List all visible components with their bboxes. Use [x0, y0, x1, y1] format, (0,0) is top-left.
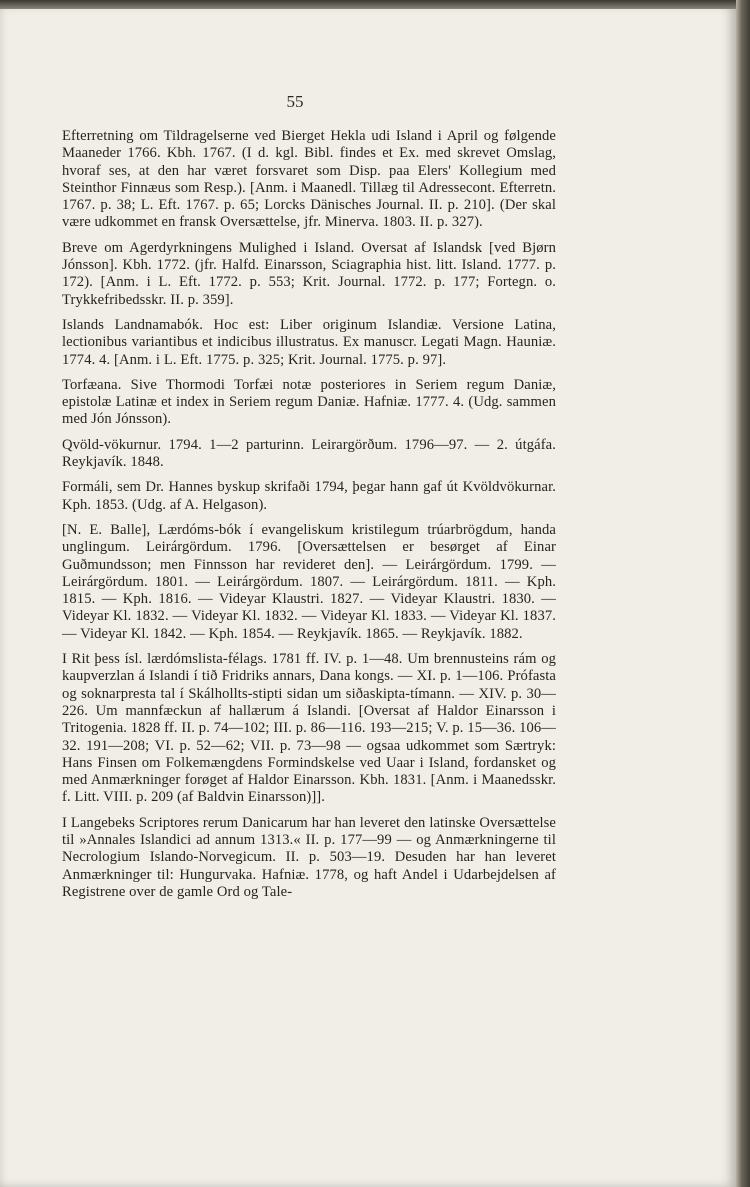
page-body-text	[62, 128, 556, 909]
entry-formali: Formáli, sem Dr. Hannes byskup skrifaði 1794, þegar hann gaf út Kvöldvökurnar. Kph. 1853. (Udg. af A. Helgason).	[62, 479, 556, 513]
entry-langebek: I Langebeks Scriptores rerum Danicarum har han leveret den latinske Oversættelse til »Annales Islandici ad annum 1313.« II. p. 177—99 — og Anmærkningerne til Necrologium Islando-Norvegicum. II. p. 503—19. Desuden har han leveret Anmærkninger til: Hungurvaka. Hafniæ. 1778, og haft Andel i Udarbejdelsen af Registrene over de gamle Ord og Tale-	[62, 814, 556, 900]
entry-hekla: Efterretning om Tildragelserne ved Bierget Hekla udi Island i April og følgende Maaneder 1766. Kbh. 1767. (I d. kgl. Bibl. findes et Ex. med skrevet Omslag, hvoraf ses, at den har været forsvaret som Disp. paa Elers' Kollegium med Steinthor Finnæus som Resp.). [Anm. i Maanedl. Tillæg til Adressecont. Efterretn. 1767. p. 38; L. Eft. 1767. p. 65; Lorcks Dänisches Journal. II. p. 210]. (Der skal være udkommet en fransk Oversættelse, jfr. Minerva. 1803. II. p. 327).	[62, 128, 556, 231]
entry-qvold-vokurnur: Qvöld-vökurnur. 1794. 1—2 parturinn. Leirargörðum. 1796—97. — 2. útgáfa. Reykjavík. 1848.	[62, 436, 556, 471]
page-number: 55	[286, 92, 304, 111]
entry-rit-felags: I Rit þess ísl. lærdómslista-félags. 1781 ff. IV. p. 1—48. Um brennusteins rám og kaupverzlan á Islandi í tið Fridriks annars, Dana kongs. — XI. p. 1—106. Prófasta og soknarpresta tal í Skálhollts-stipti sidan um siðaskipta-tímann. — XIV. p. 30—226. Um mannfæckun af hallærum á Islandi. [Oversat af Haldor Einarsson i Tritogenia. 1828 ff. II. p. 74—102; III. p. 86—116. 193—215; V. p. 15—36. 106—32. 191—208; VI. p. 52—62; VII. p. 73—98 — ogsaa udkommet som Særtryk: Hans Finsen om Folkemængdens Formindskelse ved Uaar i Island, fordansket og med Anmærkninger forøget af Haldor Einarsson. Kbh. 1831. [Anm. i Maanedsskr. f. Litt. VIII. p. 209 (af Baldvin Einarsson)]].	[62, 651, 556, 806]
scan-top-edge	[0, 0, 750, 9]
entry-torfaeana: Torfæana. Sive Thormodi Torfæi notæ posteriores in Seriem regum Daniæ, epistolæ Latinæ et index in Seriem regum Daniæ. Hafniæ. 1777. 4. (Udg. sammen med Jón Jónsson).	[62, 376, 556, 428]
entry-breve-agerdyrkning: Breve om Agerdyrkningens Mulighed i Island. Oversat af Islandsk [ved Bjørn Jónsson]. Kbh. 1772. (jfr. Halfd. Einarsson, Sciagraphia hist. litt. Island. 1777. p. 172). [Anm. i L. Eft. 1772. p. 553; Krit. Journal. 1772. p. 177; Fortegn. o. Trykkefribedsskr. II. p. 359].	[62, 239, 556, 308]
entry-landnamabok: Islands Landnamabók. Hoc est: Liber originum Islandiæ. Versione Latina, lectionibus variantibus et indicibus illustratus. Ex manuscr. Legati Magn. Hauniæ. 1774. 4. [Anm. i L. Eft. 1775. p. 325; Krit. Journal. 1775. p. 97].	[62, 316, 556, 368]
scan-right-edge	[736, 0, 750, 1187]
entry-laerdoms-bok: [N. E. Balle], Lærdóms-bók í evangeliskum kristilegum trúarbrögdum, handa unglingum. Leirárgördum. 1796. [Oversættelsen er besørget af Einar Guðmundsson; men Finnsson har revideret den]. — Leirárgördum. 1799. — Leirárgördum. 1801. — Leirárgördum. 1807. — Leirárgördum. 1811. — Kph. 1815. — Kph. 1816. — Videyar Klaustri. 1827. — Videyar Klaustri. 1830. — Videyar Kl. 1832. — Videyar Kl. 1832. — Videyar Kl. 1833. — Videyar Kl. 1837. — Videyar Kl. 1842. — Kph. 1854. — Reykjavík. 1865. — Reykjavík. 1882.	[62, 521, 556, 642]
